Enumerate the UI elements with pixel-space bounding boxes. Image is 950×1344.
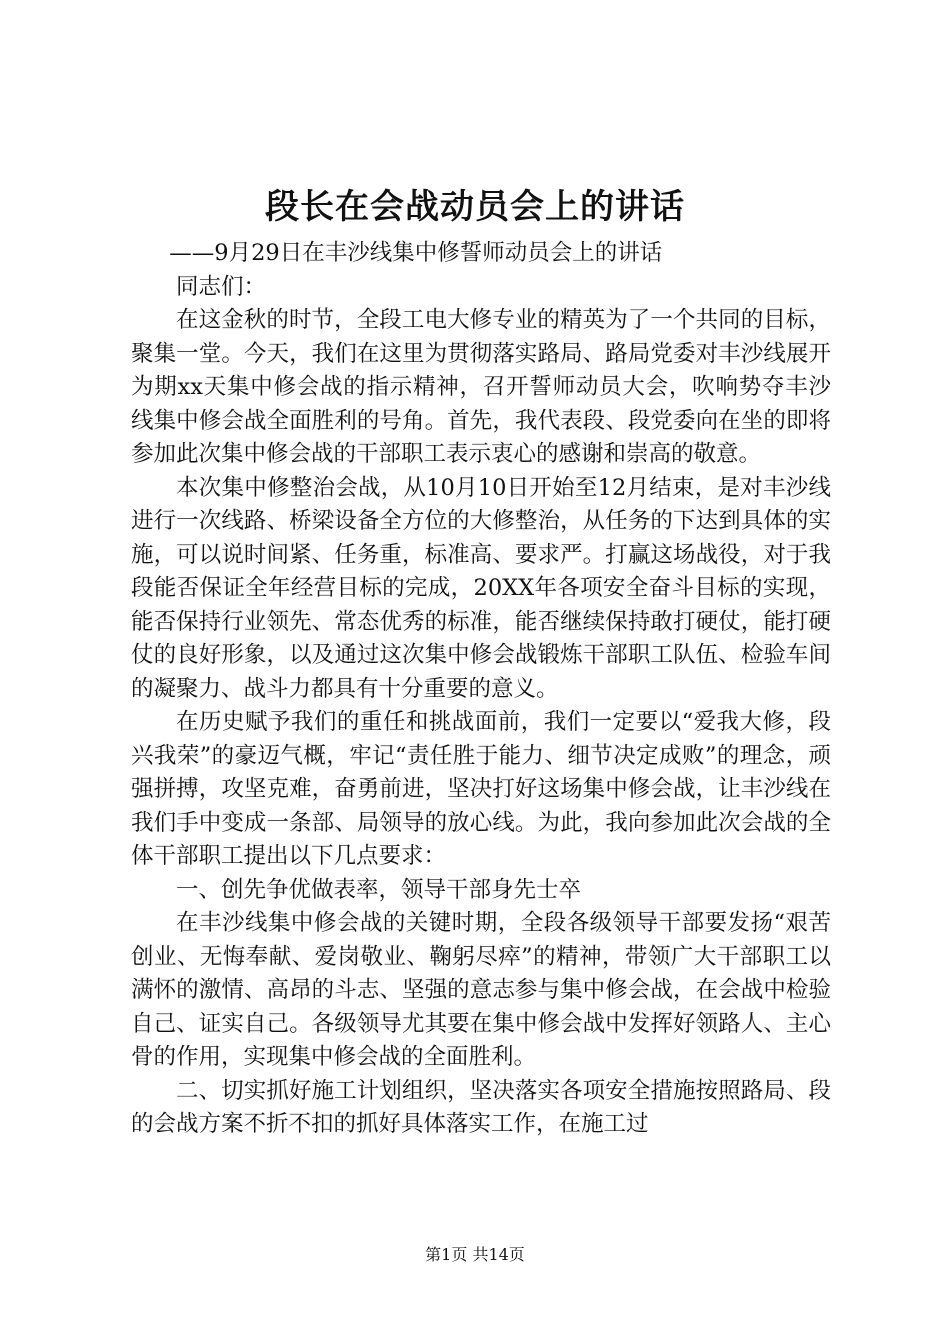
salutation: 同志们： [176,273,267,300]
paragraph-4: 在丰沙线集中修会战的关键时期，全段各级领导干部要发扬“艰苦创业、无悔奉献、爱岗敬业、鞠躬尽瘁”的精神，带领广大干部职工以满怀的激情、高昂的斗志、坚强的意志参与集中修会战，在会战中检验自己、证实自己。各级领导尤其要在集中修会战中发挥好领路人、主心骨的作用，实现集中修会战的全面胜利。 [131,910,831,1070]
page-number-footer: 第1页 共14页 [425,1245,525,1264]
section-heading-1: 一、创先争优做表率，领导干部身先士卒 [176,876,582,903]
section-heading-2: 二、切实抓好施工计划组织，坚决落实各项安全措施按照路局、段的会战方案不折不扣的抓好具体落实工作，在施工过 [131,1077,831,1137]
document-body [131,237,831,1142]
document-title: 段长在会战动员会上的讲话 [265,187,685,227]
paragraph-1: 在这金秋的时节，全段工电大修专业的精英为了一个共同的目标，聚集一堂。今天，我们在这里为贯彻落实路局、路局党委对丰沙线展开为期xx天集中修会战的指示精神，召开誓师动员大会，吹响势夺丰沙线集中修会战全面胜利的号角。首先，我代表段、段党委向在坐的即将参加此次集中修会战的干部职工表示衷心的感谢和崇高的敬意。 [131,307,831,467]
document-subtitle: ——9月29日在丰沙线集中修誓师动员会上的讲话 [169,240,663,266]
paragraph-3: 在历史赋予我们的重任和挑战面前，我们一定要以“爱我大修，段兴我荣”的豪迈气概，牢记“责任胜于能力、细节决定成败”的理念，顽强拼搏，攻坚克难，奋勇前进，坚决打好这场集中修会战，让丰沙线在我们手中变成一条部、局领导的放心线。为此，我向参加此次会战的全体干部职工提出以下几点要求： [131,709,831,869]
paragraph-2: 本次集中修整治会战，从10月10日开始至12月结束，是对丰沙线进行一次线路、桥梁设备全方位的大修整治，从任务的下达到具体的实施，可以说时间紧、任务重，标准高、要求严。打赢这场战役，对于我段能否保证全年经营目标的完成，20XX年各项安全奋斗目标的实现，能否保持行业领先、常态优秀的标准，能否继续保持敢打硬仗，能打硬仗的良好形象，以及通过这次集中修会战锻炼干部职工队伍、检验车间的凝聚力、战斗力都具有十分重要的意义。 [131,474,831,702]
